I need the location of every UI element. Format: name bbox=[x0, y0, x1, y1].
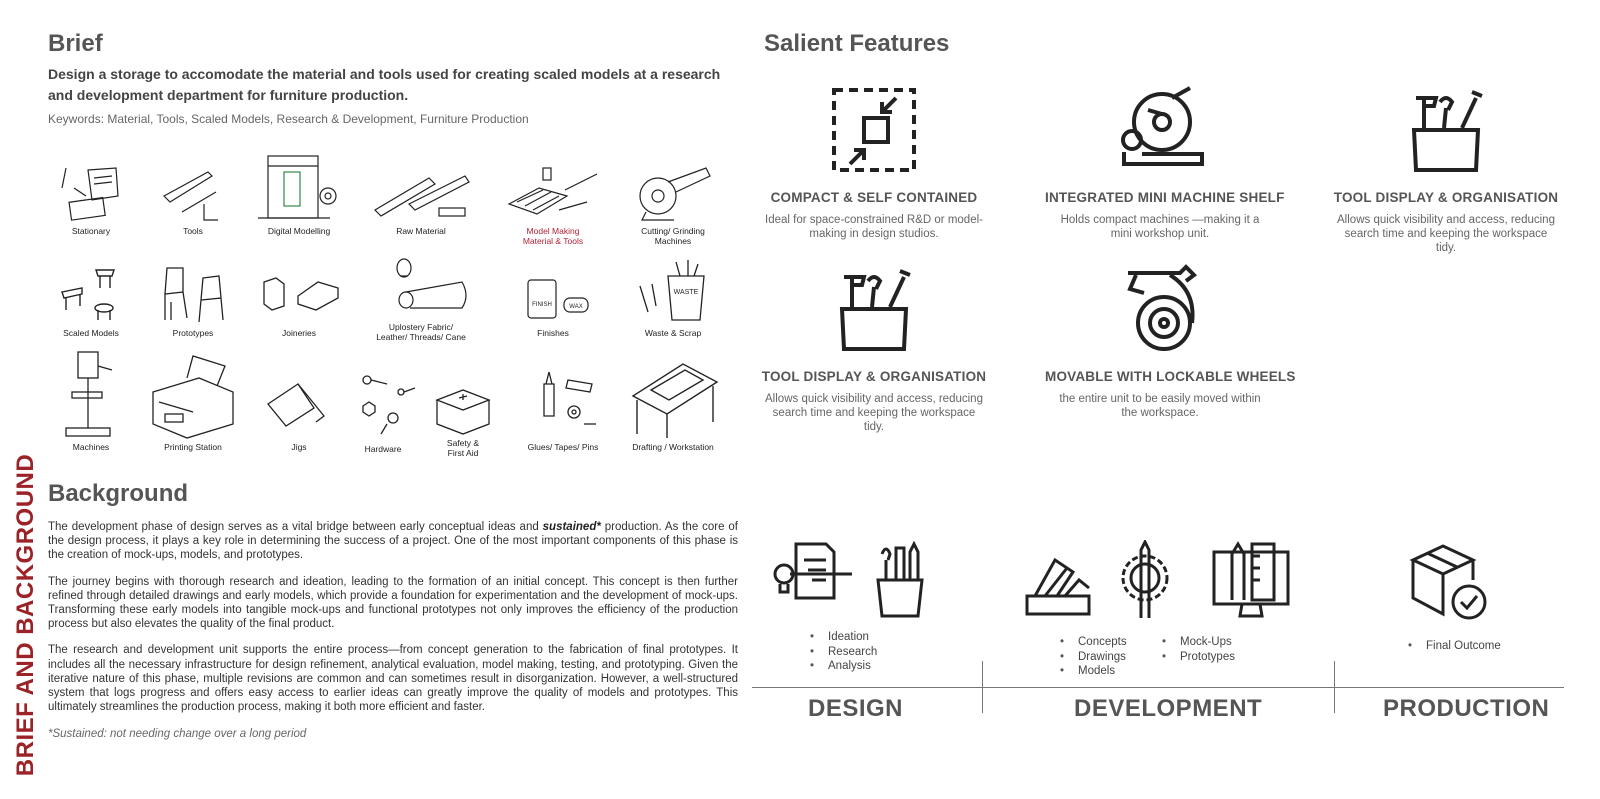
cutting-label-line2: Machines bbox=[654, 236, 692, 246]
pencil-cup-icon bbox=[874, 540, 926, 618]
stage-design-label: DESIGN bbox=[808, 695, 904, 722]
brief-heading: Brief bbox=[48, 30, 103, 57]
background-footnote: *Sustained: not needing change over a long period bbox=[48, 728, 307, 741]
color-swatch-icon bbox=[1025, 552, 1093, 616]
brief-keywords: Keywords: Material, Tools, Scaled Models, Research & Development, Furniture Production bbox=[48, 112, 529, 126]
p1-text-b: production. As the core of the design process, it plays a key role in determining the success of a project. One of the most important components of this phase is the creation of mock-ups, models, and prototypes. bbox=[48, 521, 739, 562]
development-item: • Models bbox=[1060, 664, 1127, 679]
production-item: • Final Outcome bbox=[1408, 639, 1501, 654]
design-item: • Analysis bbox=[810, 659, 877, 674]
printer-icon bbox=[143, 352, 243, 440]
feature-tool-display-1-desc: Allows quick visibility and access, reducing search time and keeping the workspace tidy. bbox=[1337, 214, 1555, 254]
feature-tool-display-2 bbox=[759, 263, 989, 434]
tool-digital-modelling bbox=[244, 152, 354, 236]
development-item: • Mock-Ups bbox=[1162, 635, 1235, 650]
tool-scaled-models bbox=[36, 262, 146, 338]
development-item: • Prototypes bbox=[1162, 650, 1235, 665]
waste-bin-icon bbox=[628, 256, 718, 326]
tool-model-making-label bbox=[498, 226, 608, 246]
fabric-roll-icon bbox=[366, 256, 476, 320]
drafting-table-icon bbox=[623, 356, 723, 440]
tool-cutting-grinding bbox=[618, 162, 728, 246]
tool-safety-label bbox=[408, 438, 518, 458]
tool-finishes bbox=[498, 268, 608, 338]
salient-features-heading: Salient Features bbox=[764, 30, 950, 57]
design-item: • Ideation bbox=[810, 630, 877, 645]
background-paragraph-2: The journey begins with thorough research and ideation, leading to the formation of an initial concept. This concept is then further refined through detailed drawings and early models, which provide a foundation for experimentation and the development of mock-ups. Transforming these early models into tangible mock-ups and functional prototypes not only improves the efficiency of the production process but also elevates the quality of the final product. bbox=[48, 575, 738, 631]
tool-prototypes-label: Prototypes bbox=[172, 328, 214, 338]
tool-hardware-label: Hardware bbox=[364, 444, 402, 454]
lightbulb-document-icon bbox=[770, 540, 852, 612]
development-bullets-a bbox=[1060, 635, 1127, 679]
p1-emphasis: sustained* bbox=[542, 521, 601, 533]
feature-wheels bbox=[1045, 263, 1296, 420]
development-item: • Drawings bbox=[1060, 650, 1127, 665]
pencil-gear-icon bbox=[1117, 540, 1173, 622]
feature-tool-display-1 bbox=[1331, 84, 1561, 255]
caster-wheel-icon bbox=[1110, 263, 1210, 358]
safety-label-line2: First Aid bbox=[447, 448, 479, 458]
p1-text-a: The development phase of design serves as a vital bridge between early conceptual ideas and bbox=[48, 521, 543, 533]
background-paragraph-1 bbox=[48, 520, 738, 563]
wax-tag: WAX bbox=[569, 304, 583, 310]
tool-joineries bbox=[244, 262, 354, 338]
stationary-icon bbox=[56, 162, 126, 224]
feature-compact-title: COMPACT & SELF CONTAINED bbox=[770, 190, 978, 205]
package-check-icon bbox=[1407, 540, 1489, 622]
feature-machine-shelf-desc: Holds compact machines —making it a mini workshop unit. bbox=[1060, 214, 1260, 240]
tool-cutting-label bbox=[618, 226, 728, 246]
tool-joineries-label: Joineries bbox=[281, 328, 317, 338]
section-side-title: BRIEF AND BACKGROUND bbox=[12, 453, 39, 777]
model-making-label-line1: Model Making bbox=[526, 226, 580, 236]
feature-compact-desc: Ideal for space-constrained R&D or model-making in design studios. bbox=[765, 214, 983, 240]
feature-wheels-title: MOVABLE WITH LOCKABLE WHEELS bbox=[1045, 369, 1296, 384]
tool-jigs-label: Jigs bbox=[291, 442, 307, 452]
joinery-icon bbox=[254, 262, 344, 326]
tools-icon bbox=[158, 162, 228, 224]
model-making-icon bbox=[503, 162, 603, 224]
stage-production-label: PRODUCTION bbox=[1383, 695, 1550, 722]
feature-tool-display-2-desc: Allows quick visibility and access, reducing search time and keeping the workspace tidy. bbox=[765, 393, 983, 433]
tool-finishes-label: Finishes bbox=[537, 328, 569, 338]
brief-description: Design a storage to accomodate the material and tools used for creating scaled models at a research and development department for furniture production. bbox=[48, 66, 721, 103]
tool-upholstery bbox=[366, 256, 476, 342]
waste-tag: WASTE bbox=[673, 289, 699, 296]
production-bullets bbox=[1408, 639, 1501, 654]
design-bullets bbox=[810, 630, 877, 674]
upholstery-label-line2: Leather/ Threads/ Cane bbox=[376, 332, 466, 342]
tool-stationary-label: Stationary bbox=[71, 226, 111, 236]
compact-icon bbox=[824, 84, 924, 179]
safety-label-line1: Safety & bbox=[446, 438, 480, 448]
first-aid-box-icon bbox=[423, 376, 503, 436]
tool-drafting bbox=[618, 356, 728, 452]
toolbox-icon bbox=[824, 263, 924, 358]
tool-tools bbox=[138, 162, 248, 236]
background-section bbox=[48, 480, 738, 740]
feature-machine-shelf-title: INTEGRATED MINI MACHINE SHELF bbox=[1045, 190, 1285, 205]
model-making-label-line2: Material & Tools bbox=[522, 236, 584, 246]
development-bullets-b bbox=[1162, 635, 1235, 664]
3d-printer-icon bbox=[254, 152, 344, 224]
drill-press-icon bbox=[56, 348, 126, 440]
background-heading: Background bbox=[48, 480, 189, 507]
feature-tool-display-1-title: TOOL DISPLAY & ORGANISATION bbox=[1333, 190, 1559, 205]
feature-wheels-desc: the entire unit to be easily moved within the workspace. bbox=[1059, 393, 1261, 419]
tool-glues bbox=[508, 366, 618, 452]
glue-tape-icon bbox=[518, 366, 608, 440]
background-paragraph-3: The research and development unit supports the entire process—from concept generation to the fabrication of final prototypes. It includes all the necessary infrastructure for design refinement, analytical evaluation, model making, testing, and prototyping. Given the iterative nature of this phase, multiple revisions are common and can sometimes result in disorganization. However, a well-structured system that logs progress and offers easy access to earlier ideas can greatly improve the quality of models and prototypes. This ultimately streamlines the production process, making it both more efficient and faster. bbox=[48, 644, 738, 714]
tool-safety bbox=[408, 376, 518, 458]
monitor-tools-icon bbox=[1210, 540, 1292, 622]
feature-tool-display-2-title: TOOL DISPLAY & ORGANISATION bbox=[761, 369, 987, 384]
tool-raw-material bbox=[366, 164, 476, 236]
tool-raw-material-label: Raw Material bbox=[396, 226, 446, 236]
circular-saw-icon bbox=[1110, 84, 1210, 179]
grinder-icon bbox=[628, 162, 718, 224]
tool-digital-modelling-label: Digital Modelling bbox=[267, 226, 331, 236]
tool-scaled-models-label: Scaled Models bbox=[63, 328, 119, 338]
tool-printing-label: Printing Station bbox=[164, 442, 222, 452]
design-item: • Research bbox=[810, 645, 877, 660]
tool-machines-label: Machines bbox=[72, 442, 110, 452]
feature-machine-shelf bbox=[1045, 84, 1285, 241]
finish-tag: FINISH bbox=[532, 302, 552, 308]
upholstery-label-line1: Uplostery Fabric/ bbox=[388, 322, 454, 332]
tool-prototypes bbox=[138, 262, 248, 338]
tool-drafting-label: Drafting / Workstation bbox=[632, 442, 714, 452]
materials-tools-sketch-grid bbox=[48, 150, 738, 470]
timeline-line bbox=[752, 687, 1564, 688]
feature-compact bbox=[759, 84, 989, 241]
cutting-label-line1: Cutting/ Grinding bbox=[641, 226, 705, 236]
tool-tools-label: Tools bbox=[183, 226, 203, 236]
chairs-icon bbox=[153, 262, 233, 326]
stage-development-label: DEVELOPMENT bbox=[1074, 695, 1263, 722]
development-item: • Concepts bbox=[1060, 635, 1127, 650]
finishes-icon bbox=[508, 268, 598, 326]
scaled-models-icon bbox=[56, 262, 126, 326]
tool-waste bbox=[618, 256, 728, 338]
tool-glues-label: Glues/ Tapes/ Pins bbox=[527, 442, 599, 452]
tool-upholstery-label bbox=[366, 322, 476, 342]
tool-printing bbox=[138, 352, 248, 452]
brief-section bbox=[48, 30, 738, 126]
raw-material-icon bbox=[369, 164, 473, 224]
toolbox-icon bbox=[1396, 84, 1496, 179]
tool-machines bbox=[36, 348, 146, 452]
tool-waste-label: Waste & Scrap bbox=[644, 328, 702, 338]
tool-model-making bbox=[498, 162, 608, 246]
tool-stationary bbox=[36, 162, 146, 236]
